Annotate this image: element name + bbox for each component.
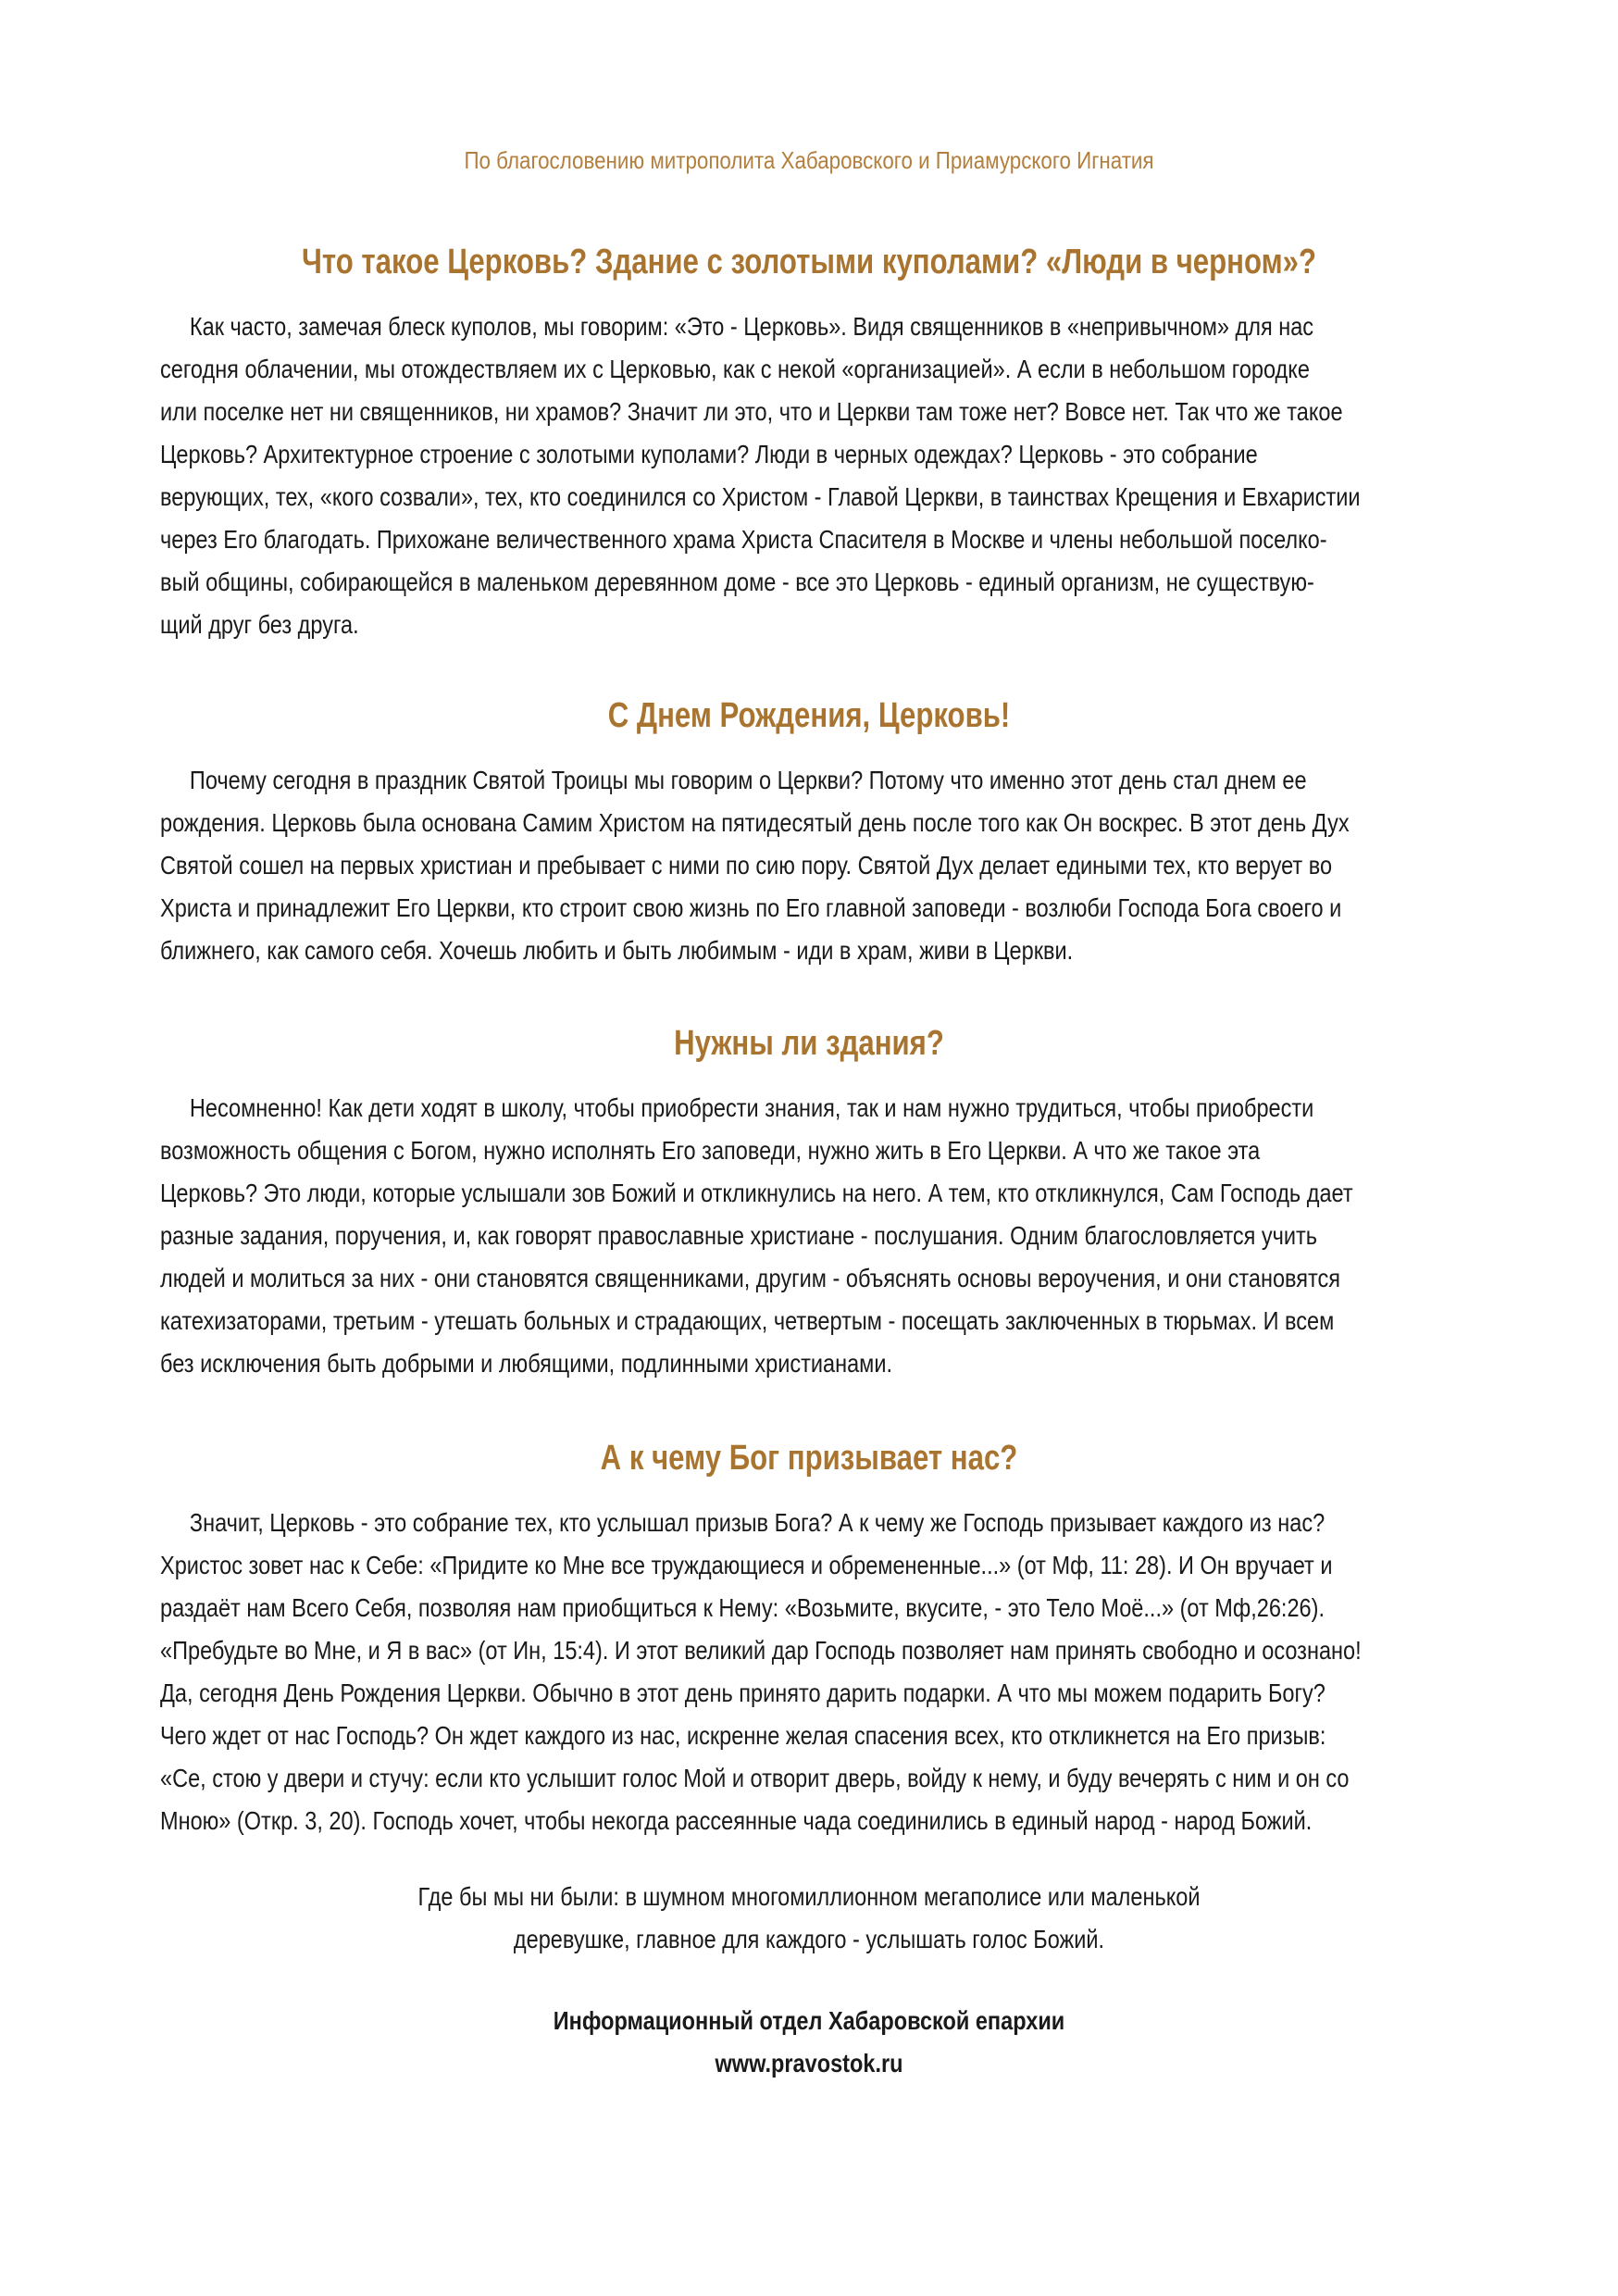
footer-org: Информационный отдел Хабаровской епархии — [553, 2006, 1065, 2035]
section-1-paragraph — [160, 306, 1458, 646]
footer — [0, 2000, 1618, 2085]
text-line: «Се, стою у двери и стучу: если кто услышит голос Мой и отворит дверь, войду к нему, и буду вечерять с ним и он со — [160, 1764, 1350, 1792]
text-line: Как часто, замечая блеск куполов, мы говорим: «Это - Церковь». Видя священников в «непривычном» для нас — [189, 312, 1314, 341]
closing-text — [0, 1876, 1618, 1961]
text-line: Церковь? Архитектурное строение с золотыми куполами? Люди в черных одеждах? Церковь - это собрание — [160, 440, 1258, 468]
text-line: вый общины, собирающейся в маленьком деревянном доме - все это Церковь - единый организм, не существую- — [160, 568, 1314, 596]
text-line: Чего ждет от нас Господь? Он ждет каждого из нас, искренне желая спасения всех, кто откликнется на Его призыв: — [160, 1721, 1326, 1750]
text-line: Святой сошел на первых христиан и пребывает с ними по сию пору. Святой Дух делает едиными тех, кто верует во — [160, 851, 1333, 880]
text-line: Церковь? Это люди, которые услышали зов Божий и откликнулись на него. А тем, кто откликнулся, Сам Господь дает — [160, 1179, 1353, 1207]
text-line: Несомненно! Как дети ходят в школу, чтобы приобрести знания, так и нам нужно трудиться, чтобы приобрести — [189, 1093, 1314, 1122]
text-line: рождения. Церковь была основана Самим Христом на пятидесятый день после того как Он воскрес. В этот день Дух — [160, 808, 1350, 837]
text-line: катехизаторами, третьим - утешать больных и страдающих, четвертым - посещать заключенных в тюрьмах. И всем — [160, 1306, 1335, 1335]
text-line: «Пребудьте во Мне, и Я в вас» (от Ин, 15:4). И этот великий дар Господь позволяет нам принять свободно и осознано! — [160, 1636, 1362, 1665]
text-line: Да, сегодня День Рождения Церкви. Обычно в этот день принято дарить подарки. А что мы можем подарить Богу? — [160, 1678, 1326, 1707]
text-line: Христос зовет нас к Себе: «Придите ко Мне все труждающиеся и обремененные...» (от Мф, 11: 28). И Он вручает и — [160, 1551, 1333, 1579]
closing-line: деревушке, главное для каждого - услышать голос Божий. — [513, 1925, 1105, 1953]
text-line: раздаёт нам Всего Себя, позволяя нам приобщиться к Нему: «Возьмите, вкусите, - это Тело Моё...» (от Мф,26:26). — [160, 1593, 1326, 1622]
text-line: щий друг без друга. — [160, 610, 359, 639]
text-line: Значит, Церковь - это собрание тех, кто услышал призыв Бога? А к чему же Господь призывает каждого из нас? — [189, 1508, 1326, 1537]
text-line: ближнего, как самого себя. Хочешь любить и быть любимым - иди в храм, живи в Церкви. — [160, 936, 1074, 965]
text-line: людей и молиться за них - они становятся священниками, другим - объяснять основы вероучения, и они становятся — [160, 1264, 1341, 1292]
text-line: Христа и принадлежит Его Церкви, кто строит свою жизнь по Его главной заповеди - возлюби Господа Бога своего и — [160, 893, 1342, 922]
section-4-heading: А к чему Бог призывает нас? — [600, 1439, 1018, 1478]
section-2-heading: С Днем Рождения, Церковь! — [607, 696, 1011, 735]
section-3-heading: Нужны ли здания? — [674, 1024, 944, 1063]
section-1-heading: Что такое Церковь? Здание с золотыми куполами? «Люди в черном»? — [301, 243, 1317, 281]
footer-website-link[interactable]: www.pravostok.ru — [715, 2049, 903, 2078]
text-line: без исключения быть добрыми и любящими, подлинными христианами. — [160, 1349, 893, 1378]
text-line: Мною» (Откр. 3, 20). Господь хочет, чтобы некогда рассеянные чада соединились в единый народ - народ Божий. — [160, 1806, 1313, 1835]
text-line: Почему сегодня в праздник Святой Троицы мы говорим о Церкви? Потому что именно этот день стал днем ее — [189, 766, 1307, 794]
section-3-paragraph — [160, 1087, 1458, 1385]
section-2-paragraph — [160, 759, 1458, 972]
text-line: сегодня облачении, мы отождествляем их с Церковью, как с некой «организацией». А если в небольшом городке — [160, 355, 1310, 383]
closing-line: Где бы мы ни были: в шумном многомиллионном мегаполисе или маленькой — [417, 1882, 1201, 1911]
text-line: верующих, тех, «кого созвали», тех, кто соединился со Христом - Главой Церкви, в таинствах Крещения и Евхаристии — [160, 482, 1361, 511]
blessing-line: По благословению митрополита Хабаровского и Приамурского Игнатия — [464, 146, 1154, 174]
text-line: через Его благодать. Прихожане величественного храма Христа Спасителя в Москве и члены небольшой поселко- — [160, 525, 1327, 554]
text-line: или поселке нет ни священников, ни храмов? Значит ли это, что и Церкви там тоже нет? Вовсе нет. Так что же такое — [160, 397, 1343, 426]
text-line: разные задания, поручения, и, как говорят православные христиане - послушания. Одним благословляется учить — [160, 1221, 1318, 1250]
text-line: возможность общения с Богом, нужно исполнять Его заповеди, нужно жить в Его Церкви. А что же такое эта — [160, 1136, 1261, 1165]
section-4-paragraph — [160, 1502, 1458, 1842]
